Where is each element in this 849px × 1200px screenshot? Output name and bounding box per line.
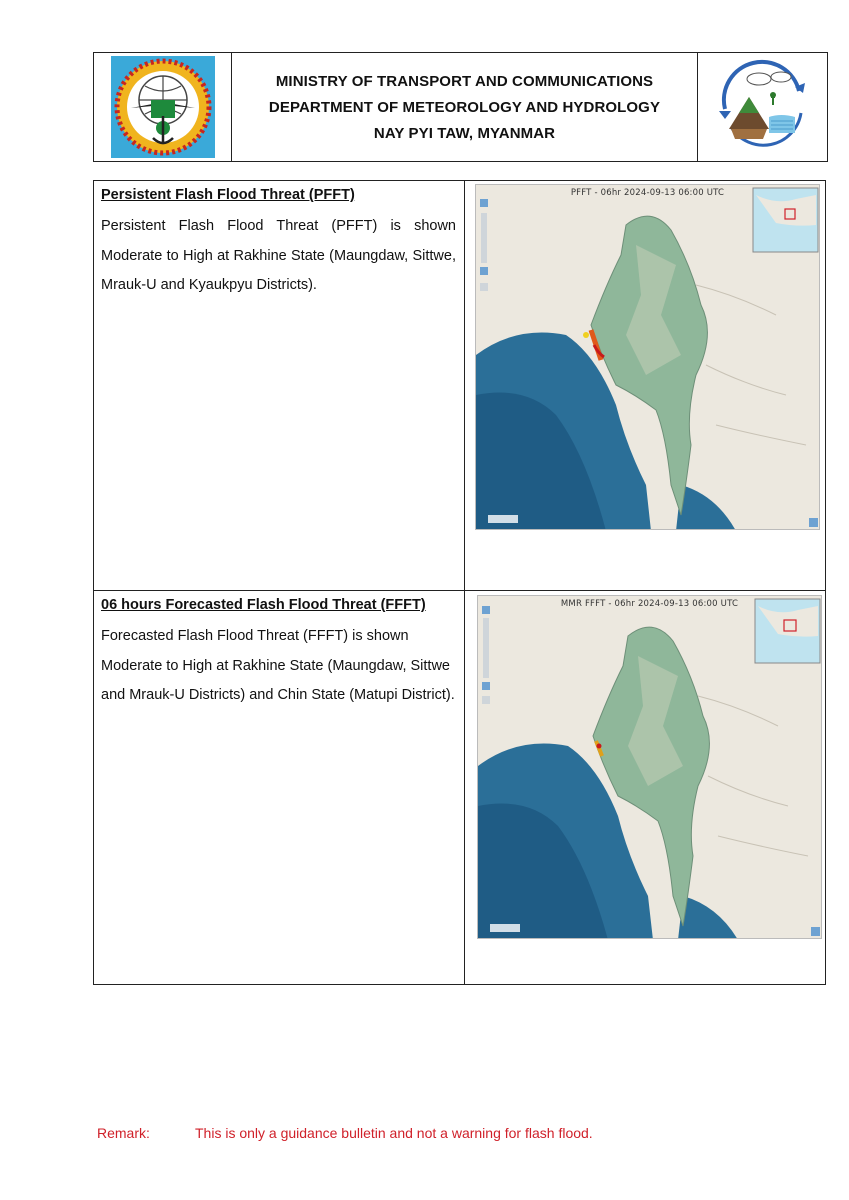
left-logo-cell [94,53,232,161]
pfft-map-graphic [476,185,820,530]
bulletin-header [93,52,828,162]
remark-text: This is only a guidance bulletin and not a warning for flash flood. [195,1125,593,1141]
pfft-map [475,184,820,530]
pfft-row [94,181,825,591]
hydrological-cycle-icon [711,57,815,157]
location-title: NAY PYI TAW, MYANMAR [373,124,556,142]
department-title: DEPARTMENT OF METEOROLOGY AND HYDROLOGY [268,98,661,116]
ffft-title: 06 hours Forecasted Flash Flood Threat (FFFT) [101,597,426,613]
pfft-title: Persistent Flash Flood Threat (PFFT) [101,187,355,203]
ffft-text-cell [94,591,465,984]
pfft-image-cell [465,181,825,590]
ffft-map-graphic [478,596,822,939]
pfft-description: Persistent Flash Flood Threat (PFFT) is shown Moderate to High at Rakhine State (Maungdaw, Sittwe, Mrauk-U and Kyaukpyu Districts). [101,218,456,293]
ministry-title: MINISTRY OF TRANSPORT AND COMMUNICATIONS [275,72,654,90]
pfft-text-cell [94,181,465,590]
right-logo-cell [697,53,827,161]
dmh-emblem-icon [111,56,215,158]
pfft-map-caption: PFFT - 06hr 2024-09-13 06:00 UTC [570,188,725,198]
ffft-map-caption: MMR FFFT - 06hr 2024-09-13 06:00 UTC [560,599,739,609]
remark-footer [97,1125,593,1141]
ffft-description: Forecasted Flash Flood Threat (FFFT) is shown Moderate to High at Rakhine State (Maungdaw, Sittwe and Mrauk-U Districts) and Chin State (Matupi District). [101,628,455,703]
bulletin-table [93,180,826,985]
ffft-map [477,595,822,939]
remark-label: Remark: [97,1125,150,1141]
header-title-block [232,53,697,161]
ffft-row [94,591,825,984]
ffft-image-cell [465,591,825,984]
